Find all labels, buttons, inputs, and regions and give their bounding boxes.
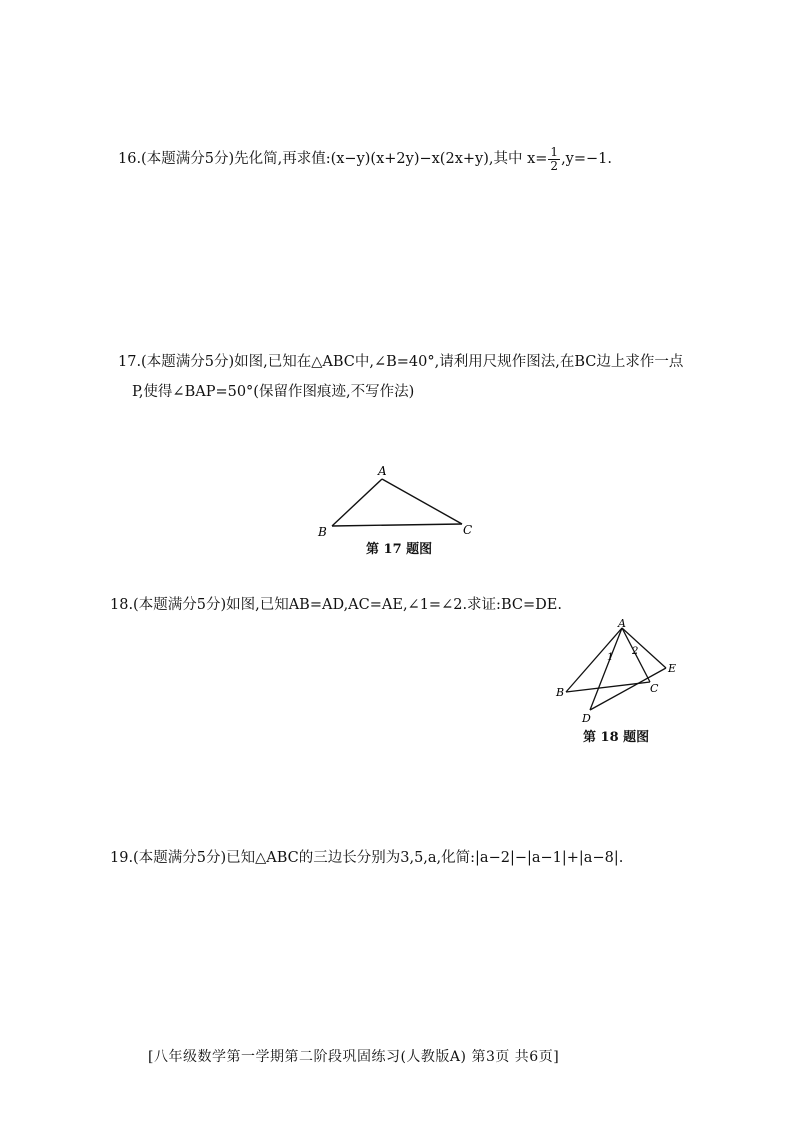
segment-ad [590,628,622,710]
segment-ab [566,628,622,692]
fraction-denominator: 2 [550,158,559,173]
problem-16 [118,146,612,172]
problem-17-line-2: P,使得∠BAP=50°(保留作图痕迹,不写作法) [132,384,415,400]
problem-16-prefix: 16.(本题满分5分)先化简,再求值:(x−y)(x+2y)−x(2x+y),其中 x= [118,151,548,168]
label-c: C [650,682,659,695]
side-ab [332,479,382,526]
side-ac [382,479,462,524]
fraction-numerator: 1 [550,145,559,159]
segment-ae [622,628,666,668]
figure-17-caption: 第 17 题图 [366,542,433,557]
problem-19-line-1: 19.(本题满分5分)已知△ABC的三边长分别为3,5,a,化简:|a−2|−|a−1|+|a−8|. [110,850,624,866]
label-b: B [318,525,327,539]
problem-18-line-1: 18.(本题满分5分)如图,已知AB=AD,AC=AE,∠1=∠2.求证:BC=DE. [110,597,562,613]
figure-18-triangles [552,618,692,728]
figure-17-triangle [310,464,510,544]
figure-18-caption: 第 18 题图 [583,730,650,745]
problem-16-suffix: ,y=−1. [561,151,612,168]
label-d: D [582,712,591,725]
label-a: A [618,618,626,630]
side-bc [332,524,462,526]
angle-1-label: 1 [607,652,614,663]
label-c: C [463,523,473,537]
label-e: E [668,662,677,675]
page-footer: [八年级数学第一学期第二阶段巩固练习(人教版A) 第3页 共6页] [148,1049,560,1065]
label-a: A [378,464,387,478]
fraction-one-half [548,146,560,172]
angle-2-label: 2 [632,646,639,657]
label-b: B [556,686,565,699]
problem-17-line-1: 17.(本题满分5分)如图,已知在△ABC中,∠B=40°,请利用尺规作图法,在BC边上求作一点 [118,354,684,370]
